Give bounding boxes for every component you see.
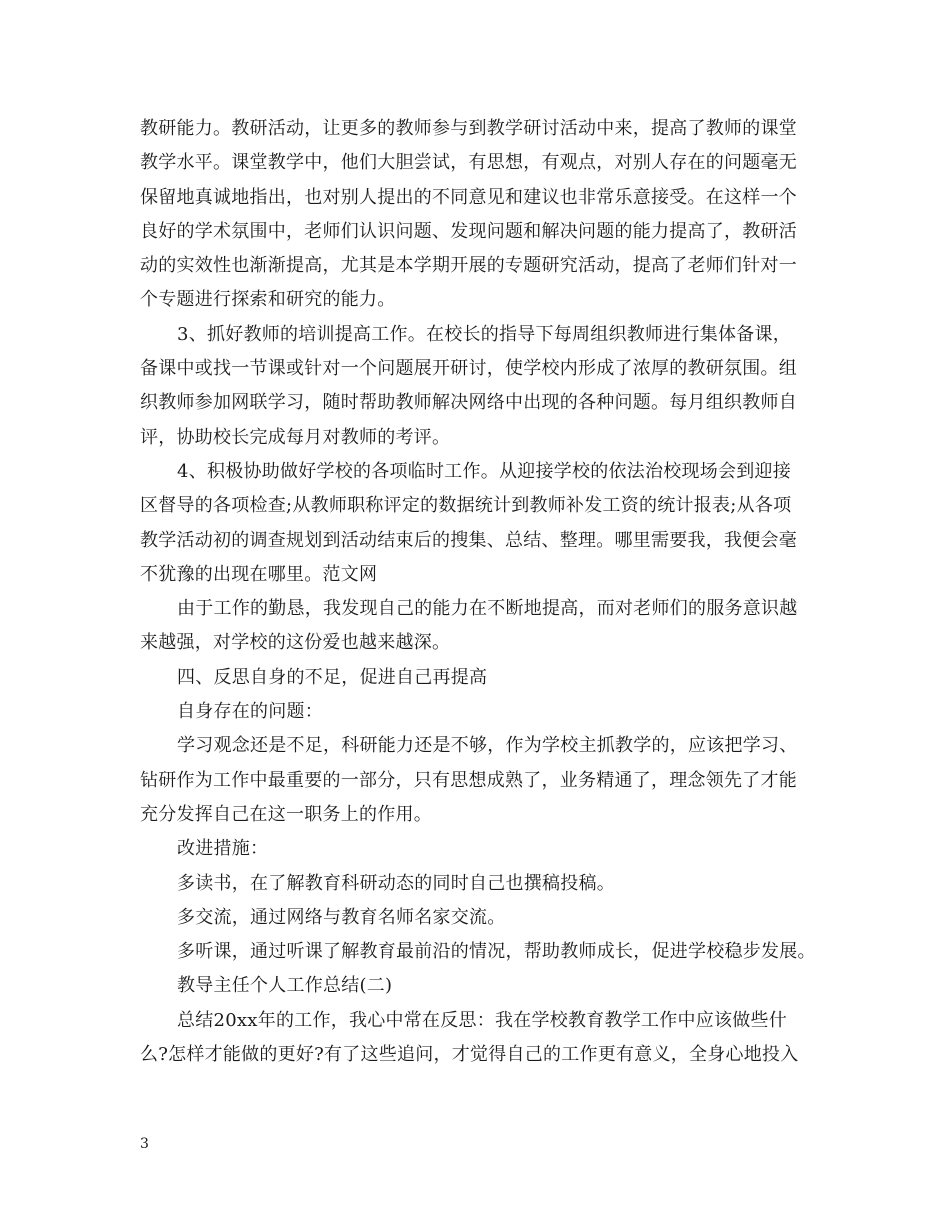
text-line: 么?怎样才能做的更好?有了这些追问，才觉得自己的工作更有意义，全身心地投入 [140,1044,799,1066]
text-line: 学习观念还是不足，科研能力还是不够，作为学校主抓教学的，应该把学习、 [177,735,798,757]
text-line: 充分发挥自己在这一职务上的作用。 [140,803,432,825]
body-text [140,112,830,1072]
text-line: 个专题进行探索和研究的能力。 [140,289,396,311]
text-line: 教学水平。课堂教学中，他们大胆尝试，有思想，有观点，对别人存在的问题毫无 [140,152,797,174]
text-line: 多读书，在了解教育科研动态的同时自己也撰稿投稿。 [177,872,615,894]
text-line: 由于工作的勤恳，我发现自己的能力在不断地提高，而对老师们的服务意识越 [177,598,798,620]
text-line: 教学活动初的调查规划到活动结束后的搜集、总结、整理。哪里需要我，我便会毫 [140,529,797,551]
text-line: 动的实效性也渐渐提高，尤其是本学期开展的专题研究活动，提高了老师们针对一 [140,255,797,277]
text-line: 区督导的各项检查;从教师职称评定的数据统计到教师补发工资的统计报表;从各项 [140,495,792,517]
section-heading: 四、反思自身的不足，促进自己再提高 [177,666,488,688]
text-line: 良好的学术氛围中，老师们认识问题、发现问题和解决问题的能力提高了，教研活 [140,220,797,242]
text-line: 总结20xx年的工作，我心中常在反思：我在学校教育教学工作中应该做些什 [177,1009,787,1031]
text-line: 4、积极协助做好学校的各项临时工作。从迎接学校的依法治校现场会到迎接 [177,460,791,482]
text-line: 多交流，通过网络与教育名师名家交流。 [177,906,506,928]
text-line: 3、抓好教师的培训提高工作。在校长的指导下每周组织教师进行集体备课， [177,323,791,345]
text-line: 教研能力。教研活动，让更多的教师参与到教学研讨活动中来，提高了教师的课堂 [140,118,797,139]
text-line: 织教师参加网联学习，随时帮助教师解决网络中出现的各种问题。每月组织教师自 [140,392,797,414]
text-line: 钻研作为工作中最重要的一部分，只有思想成熟了，业务精通了，理念领先了才能 [140,769,797,791]
section-heading: 教导主任个人工作总结(二) [177,975,393,997]
text-line: 来越强，对学校的这份爱也越来越深。 [140,632,451,654]
text-line: 保留地真诚地指出，也对别人提出的不同意见和建议也非常乐意接受。在这样一个 [140,186,797,208]
text-line: 多听课，通过听课了解教育最前沿的情况，帮助教师成长，促进学校稳步发展。 [177,941,816,963]
text-line: 备课中或找一节课或针对一个问题展开研讨，使学校内形成了浓厚的教研氛围。组 [140,358,797,380]
page-number: 3 [140,1136,149,1152]
text-line: 自身存在的问题： [177,701,323,723]
text-line: 评，协助校长完成每月对教师的考评。 [140,426,451,448]
text-line: 改进措施： [177,838,269,860]
text-line: 不犹豫的出现在哪里。范文网 [140,563,378,585]
